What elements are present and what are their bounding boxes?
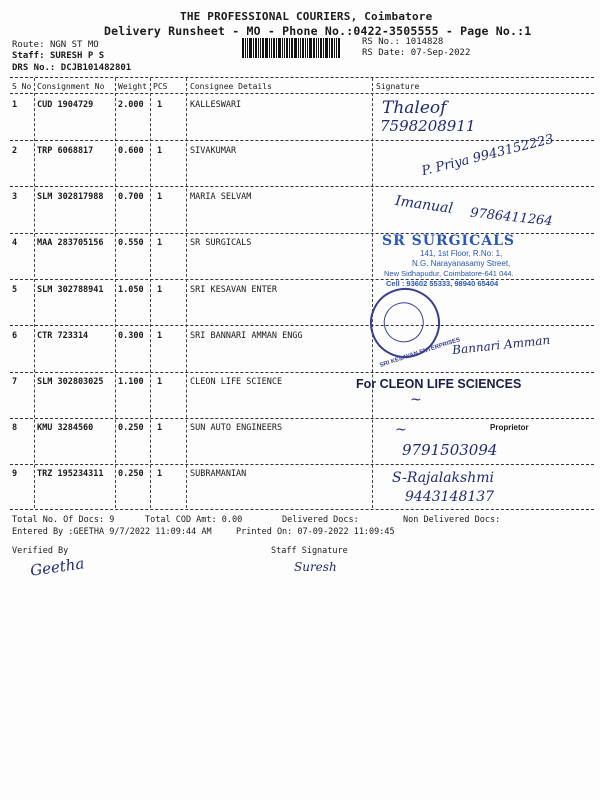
row-pcs: 1 — [157, 238, 163, 248]
verified-signature: Geetha — [29, 554, 86, 580]
col-header-consignment: Consignment No — [37, 82, 105, 91]
stamp-line-4: Cell : 93602 55333, 98940 65404 — [386, 279, 499, 288]
col-divider — [372, 78, 373, 508]
row-separator — [10, 325, 594, 326]
row-consignee: CLEON LIFE SCIENCE — [190, 377, 283, 387]
signature-1-phone: 7598208911 — [380, 117, 476, 135]
row-sno: 2 — [12, 146, 18, 156]
row-pcs: 1 — [157, 146, 163, 156]
table-header-rule — [10, 93, 594, 94]
col-header-pcs: PCS — [153, 82, 168, 91]
row-sno: 6 — [12, 331, 18, 341]
proprietor-label: Proprietor — [490, 423, 529, 432]
stamp-line-3: New Sidhapudur, Coimbatore-641 044. — [384, 269, 514, 278]
col-header-sno: S No — [12, 82, 32, 91]
row-sno: 9 — [12, 469, 18, 479]
staff-line — [12, 51, 104, 61]
col-divider — [115, 78, 116, 508]
row-separator — [10, 279, 594, 280]
signature-3-phone: 9786411264 — [469, 205, 554, 230]
staff-signature-label: Staff Signature — [271, 546, 348, 556]
staff-label: Staff: — [12, 51, 45, 61]
rs-date-label: RS Date: — [362, 48, 406, 58]
stamp-line-2: N.G. Narayanasamy Street, — [412, 259, 511, 268]
rs-no-line — [362, 37, 443, 47]
entered-by: Entered By :GEETHA 9/7/2022 11:09:44 AM — [12, 527, 212, 537]
barcode — [242, 38, 354, 58]
row-pcs: 1 — [157, 192, 163, 202]
signature-9-name: S-Rajalakshmi — [392, 470, 494, 486]
runsheet-subtitle: Delivery Runsheet - MO - Phone No.:0422-3505555 - Page No.:1 — [104, 24, 532, 38]
row-consignment-no: CUD 1904729 — [37, 100, 94, 110]
verified-by-label: Verified By — [12, 546, 69, 556]
route-line — [12, 40, 99, 50]
row-separator — [10, 186, 594, 187]
rs-date-value: 07-Sep-2022 — [410, 48, 471, 58]
row-sno: 8 — [12, 423, 18, 433]
col-divider — [34, 78, 35, 508]
row-consignee: SRI KESAVAN ENTER — [190, 285, 277, 295]
row-pcs: 1 — [157, 285, 163, 295]
signature-6: Bannari Amman — [451, 332, 551, 358]
row-consignment-no: SLM 302803025 — [37, 377, 104, 387]
signature-2: P. Priya 9943152223 — [420, 131, 556, 180]
stamp-cleon: For CLEON LIFE SCIENCES — [356, 377, 522, 391]
row-sno: 1 — [12, 100, 18, 110]
row-sno: 7 — [12, 377, 18, 387]
row-weight: 0.250 — [118, 469, 144, 479]
row-weight: 0.300 — [118, 331, 144, 341]
row-consignment-no: KMU 3284560 — [37, 423, 94, 433]
signature-9-phone: 9443148137 — [405, 489, 495, 505]
col-header-signature: Signature — [376, 82, 420, 91]
row-pcs: 1 — [157, 469, 163, 479]
total-cod: Total COD Amt: 0.00 — [145, 515, 243, 525]
row-consignment-no: TRP 6068817 — [37, 146, 94, 156]
row-separator — [10, 509, 594, 510]
drs-label: DRS No.: — [12, 63, 56, 73]
row-sno: 4 — [12, 238, 18, 248]
signature-1-name: Thaleof — [382, 98, 447, 118]
company-title: THE PROFESSIONAL COURIERS, Coimbatore — [180, 10, 433, 23]
seal-text: SRI KESAVAN ENTERPRISES — [379, 337, 462, 369]
row-consignee: SR SURGICALS — [190, 238, 252, 248]
signature-3-name: Imanual — [394, 193, 454, 217]
signature-8-phone: 9791503094 — [402, 441, 498, 459]
signature-7-scrawl: ~ — [410, 392, 422, 408]
drs-line — [12, 63, 131, 73]
table-top-rule — [10, 77, 594, 78]
signature-8-scrawl: ~ — [395, 422, 407, 438]
row-consignment-no: SLM 302817988 — [37, 192, 104, 202]
row-consignee: KALLESWARI — [190, 100, 242, 110]
stamp-sr-surgicals: SR SURGICALS — [382, 233, 516, 249]
col-header-consignee: Consignee Details — [190, 82, 272, 91]
staff-value: SURESH P S — [49, 51, 105, 61]
printed-on: Printed On: 07-09-2022 11:09:45 — [236, 527, 395, 537]
col-divider — [186, 78, 187, 508]
rs-date-line — [362, 48, 470, 58]
row-consignment-no: TRZ 195234311 — [37, 469, 104, 479]
row-sno: 5 — [12, 285, 18, 295]
staff-signature: Suresh — [294, 560, 337, 574]
delivered-docs: Delivered Docs: — [282, 515, 359, 525]
row-separator — [10, 140, 594, 141]
route-label: Route: — [12, 40, 45, 50]
non-delivered-docs: Non Delivered Docs: — [403, 515, 501, 525]
row-weight: 0.600 — [118, 146, 144, 156]
row-separator — [10, 418, 594, 419]
row-consignment-no: MAA 283705156 — [37, 238, 104, 248]
row-weight: 1.050 — [118, 285, 144, 295]
row-separator — [10, 464, 594, 465]
row-pcs: 1 — [157, 100, 163, 110]
row-weight: 2.000 — [118, 100, 144, 110]
row-consignment-no: SLM 302788941 — [37, 285, 104, 295]
row-weight: 0.550 — [118, 238, 144, 248]
row-pcs: 1 — [157, 331, 163, 341]
row-weight: 0.250 — [118, 423, 144, 433]
row-weight: 0.700 — [118, 192, 144, 202]
stamp-line-1: 141, 1st Floor, R.No: 1, — [420, 249, 503, 258]
row-pcs: 1 — [157, 423, 163, 433]
col-header-weight: Weight — [118, 82, 147, 91]
row-consignee: MARIA SELVAM — [190, 192, 252, 202]
row-sno: 3 — [12, 192, 18, 202]
route-value: NGN ST MO — [49, 40, 99, 50]
row-pcs: 1 — [157, 377, 163, 387]
rs-no-label: RS No.: — [362, 37, 400, 47]
row-weight: 1.100 — [118, 377, 144, 387]
col-divider — [150, 78, 151, 508]
total-docs: Total No. Of Docs: 9 — [12, 515, 115, 525]
row-consignee: SIVAKUMAR — [190, 146, 237, 156]
row-consignment-no: CTR 723314 — [37, 331, 89, 341]
row-consignee: SUBRAMANIAN — [190, 469, 247, 479]
row-consignee: SRI BANNARI AMMAN ENGG — [190, 331, 303, 341]
rs-no-value: 1014828 — [405, 37, 444, 47]
row-separator — [10, 372, 594, 373]
drs-value: DCJB101482801 — [60, 63, 132, 73]
row-consignee: SUN AUTO ENGINEERS — [190, 423, 283, 433]
